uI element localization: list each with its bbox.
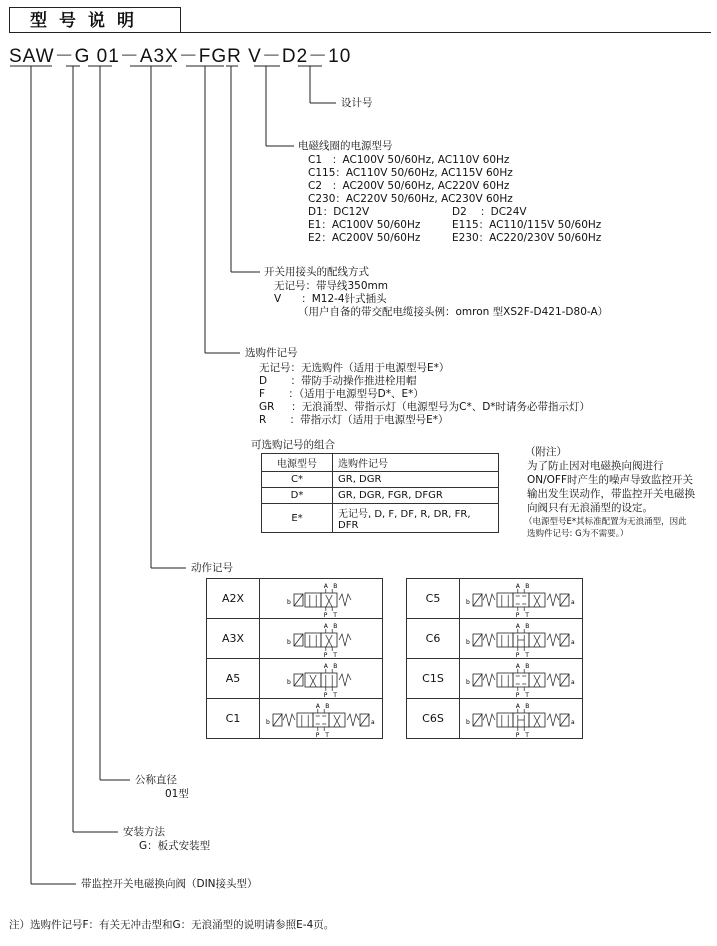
- code-series: SAW: [9, 46, 55, 67]
- spring-left-icon: [483, 594, 495, 606]
- action-heading: 动作记号: [191, 562, 233, 574]
- port-b-label: B: [525, 702, 530, 710]
- solenoid-a-label: a: [571, 638, 575, 646]
- spring-right-icon: [339, 634, 351, 646]
- spring-right-icon: [339, 594, 351, 606]
- valve-position: [529, 593, 545, 607]
- port-t-label: T: [525, 611, 529, 617]
- action-row: [407, 579, 583, 619]
- solenoid-b-label: b: [466, 598, 470, 606]
- valve-position: [305, 633, 321, 647]
- code-sep: －: [261, 46, 282, 67]
- wiring-heading: 开关用接头的配线方式: [264, 266, 369, 278]
- valve-diagram: [466, 701, 576, 737]
- action-code: A2X: [207, 579, 260, 619]
- code-wiring: V: [248, 46, 262, 67]
- spring-left-icon: [283, 714, 295, 726]
- combo-option: 无记号, D, F, DF, R, DR, FR, DFR: [333, 504, 499, 533]
- valve-symbol: [460, 619, 583, 659]
- valve-diagram: [266, 581, 376, 617]
- code-option: FGR: [198, 46, 242, 67]
- coil-power-c115: C115：AC110V 50/60Hz, AC115V 60Hz: [308, 167, 513, 179]
- combo-header-row: [262, 454, 499, 472]
- spring-right-icon: [547, 594, 559, 606]
- action-row: [407, 699, 583, 739]
- action-row: [207, 579, 383, 619]
- port-a-label: A: [323, 622, 328, 630]
- valve-position: [321, 593, 337, 607]
- combo-power: C*: [262, 472, 333, 488]
- port-b-label: B: [333, 582, 338, 590]
- code-action: A3X: [139, 46, 179, 67]
- code-mounting: G: [74, 46, 91, 67]
- option-r: R ：带指示灯（适用于电源型号E*）: [259, 414, 449, 426]
- action-row: [207, 619, 383, 659]
- valve-diagram: [466, 621, 576, 657]
- valve-position: [297, 713, 313, 727]
- mounting-heading: 安装方法: [123, 826, 165, 838]
- valve-symbol: [460, 659, 583, 699]
- page-title: 型号说明: [9, 7, 181, 33]
- code-sep: －: [178, 46, 199, 67]
- valve-diagram: [466, 581, 576, 617]
- spring-right-icon: [547, 674, 559, 686]
- port-p-label: P: [515, 651, 520, 657]
- valve-position: [497, 713, 513, 727]
- valve-position: [305, 593, 321, 607]
- combo-header-power: 电源型号: [262, 454, 333, 472]
- options-heading: 选购件记号: [245, 347, 298, 359]
- valve-symbol: [260, 659, 383, 699]
- valve-diagram: [266, 701, 376, 737]
- port-t-label: T: [525, 691, 529, 697]
- port-b-label: B: [525, 582, 530, 590]
- wiring-none: 无记号：带导线350mm: [274, 280, 388, 292]
- valve-symbol: [460, 579, 583, 619]
- combo-option: GR, DGR, FGR, DFGR: [333, 488, 499, 504]
- solenoid-b-label: b: [466, 638, 470, 646]
- solenoid-b-label: b: [466, 718, 470, 726]
- action-code: A3X: [207, 619, 260, 659]
- combo-row: [262, 504, 499, 533]
- side-note-line: 为了防止因对电磁换向阀进行: [527, 460, 664, 472]
- valve-position: [313, 713, 329, 727]
- side-note-small: （电源型号E*其标准配置为无浪涌型，因此: [524, 517, 687, 527]
- code-sep: －: [54, 46, 75, 67]
- solenoid-b-label: b: [466, 678, 470, 686]
- side-note-heading: （附注）: [525, 446, 567, 458]
- valve-diagram: [466, 661, 576, 697]
- side-note-small: 选购件记号: G为不需要。）: [527, 529, 629, 539]
- coil-power-d1: D1：DC12V: [308, 206, 370, 218]
- valve-position: [321, 673, 337, 687]
- coil-power-e2: E2：AC200V 50/60Hz: [308, 232, 421, 244]
- series-name: 带监控开关电磁换向阀（DIN接头型）: [81, 878, 258, 890]
- action-code: C5: [407, 579, 460, 619]
- valve-symbol: [260, 619, 383, 659]
- side-note-line: ON/OFF时产生的噪声导致监控开关: [527, 474, 693, 486]
- option-none: 无记号：无选购件（适用于电源型号E*）: [259, 362, 450, 374]
- action-row: [207, 659, 383, 699]
- side-note-line: 输出发生误动作，带监控开关电磁换: [527, 488, 695, 500]
- action-code: A5: [207, 659, 260, 699]
- solenoid-a-label: a: [571, 718, 575, 726]
- port-b-label: B: [325, 702, 330, 710]
- code-sep: －: [308, 46, 329, 67]
- port-t-label: T: [333, 611, 337, 617]
- valve-position: [497, 593, 513, 607]
- valve-position: [513, 673, 529, 687]
- action-code: C6: [407, 619, 460, 659]
- action-table-right: [406, 578, 583, 739]
- solenoid-b-label: b: [266, 718, 270, 726]
- port-a-label: A: [315, 702, 320, 710]
- port-t-label: T: [333, 691, 337, 697]
- mounting-value: G：板式安装型: [139, 840, 211, 852]
- wiring-note: （用户自备的带交配电缆接头例：omron 型XS2F-D421-D80-A）: [298, 306, 609, 318]
- coil-power-d2: D2 ：DC24V: [452, 206, 527, 218]
- side-note-line: 向阀只有无浪涌型的设定。: [527, 502, 653, 514]
- port-b-label: B: [525, 622, 530, 630]
- port-t-label: T: [325, 731, 329, 737]
- option-f: F ：（适用于电源型号D*、E*）: [259, 388, 424, 400]
- combo-row: [262, 488, 499, 504]
- coil-power-c230: C230：AC220V 50/60Hz, AC230V 60Hz: [308, 193, 513, 205]
- action-table-left: [206, 578, 383, 739]
- valve-diagram: [266, 661, 376, 697]
- port-b-label: B: [525, 662, 530, 670]
- spring-left-icon: [483, 714, 495, 726]
- action-row: [407, 619, 583, 659]
- design-no-label: 设计号: [341, 97, 373, 109]
- valve-symbol: [260, 699, 383, 739]
- port-a-label: A: [515, 702, 520, 710]
- port-p-label: P: [323, 691, 328, 697]
- solenoid-a-label: a: [571, 678, 575, 686]
- valve-position: [529, 633, 545, 647]
- valve-diagram: [266, 621, 376, 657]
- action-row: [207, 699, 383, 739]
- solenoid-b-label: b: [287, 678, 291, 686]
- valve-symbol: [460, 699, 583, 739]
- combo-heading: 可选购记号的组合: [251, 439, 335, 451]
- combo-row: [262, 472, 499, 488]
- solenoid-a-label: a: [371, 718, 375, 726]
- port-p-label: P: [515, 611, 520, 617]
- port-a-label: A: [515, 582, 520, 590]
- solenoid-b-label: b: [287, 598, 291, 606]
- solenoid-a-label: a: [571, 598, 575, 606]
- valve-position: [305, 673, 321, 687]
- port-t-label: T: [525, 651, 529, 657]
- combo-header-option: 选购件记号: [333, 454, 499, 472]
- action-code: C6S: [407, 699, 460, 739]
- spring-right-icon: [347, 714, 359, 726]
- coil-power-e1: E1：AC100V 50/60Hz: [308, 219, 421, 231]
- option-gr: GR ：无浪涌型、带指示灯（电源型号为C*、D*时请务必带指示灯）: [259, 401, 591, 413]
- valve-position: [497, 633, 513, 647]
- port-p-label: P: [323, 651, 328, 657]
- nominal-value: 01型: [165, 788, 189, 800]
- option-d: D ：带防手动操作推进栓用帽: [259, 375, 417, 387]
- nominal-heading: 公称直径: [135, 774, 177, 786]
- coil-power-e230: E230：AC220/230V 50/60Hz: [452, 232, 602, 244]
- valve-position: [529, 713, 545, 727]
- valve-position: [329, 713, 345, 727]
- port-b-label: B: [333, 622, 338, 630]
- spring-right-icon: [339, 674, 351, 686]
- combo-option: GR, DGR: [333, 472, 499, 488]
- spring-left-icon: [483, 634, 495, 646]
- code-power: D2: [281, 46, 309, 67]
- code-design: 10: [328, 46, 352, 67]
- coil-power-c2: C2 ：AC200V 50/60Hz, AC220V 60Hz: [308, 180, 510, 192]
- code-size: 01: [96, 46, 120, 67]
- port-t-label: T: [333, 651, 337, 657]
- port-p-label: P: [323, 611, 328, 617]
- combo-table: [261, 453, 499, 533]
- valve-position: [321, 633, 337, 647]
- action-code: C1S: [407, 659, 460, 699]
- port-p-label: P: [515, 691, 520, 697]
- wiring-v: V ：M12-4针式插头: [274, 293, 387, 305]
- solenoid-b-label: b: [287, 638, 291, 646]
- valve-position: [497, 673, 513, 687]
- footnote: 注）选购件记号F：有关无冲击型和G：无浪涌型的说明请参照E-4页。: [9, 919, 335, 931]
- port-a-label: A: [323, 582, 328, 590]
- coil-power-heading: 电磁线圈的电源型号: [298, 140, 393, 152]
- port-p-label: P: [315, 731, 320, 737]
- spring-left-icon: [483, 674, 495, 686]
- port-b-label: B: [333, 662, 338, 670]
- valve-position: [513, 593, 529, 607]
- port-a-label: A: [323, 662, 328, 670]
- coil-power-c1: C1 ：AC100V 50/60Hz, AC110V 60Hz: [308, 154, 510, 166]
- combo-power: E*: [262, 504, 333, 533]
- valve-symbol: [260, 579, 383, 619]
- action-code: C1: [207, 699, 260, 739]
- port-a-label: A: [515, 662, 520, 670]
- port-a-label: A: [515, 622, 520, 630]
- port-t-label: T: [525, 731, 529, 737]
- spring-right-icon: [547, 634, 559, 646]
- code-sep: －: [119, 46, 140, 67]
- combo-power: D*: [262, 488, 333, 504]
- valve-position: [529, 673, 545, 687]
- coil-power-e115: E115：AC110/115V 50/60Hz: [452, 219, 602, 231]
- port-p-label: P: [515, 731, 520, 737]
- spring-right-icon: [547, 714, 559, 726]
- action-row: [407, 659, 583, 699]
